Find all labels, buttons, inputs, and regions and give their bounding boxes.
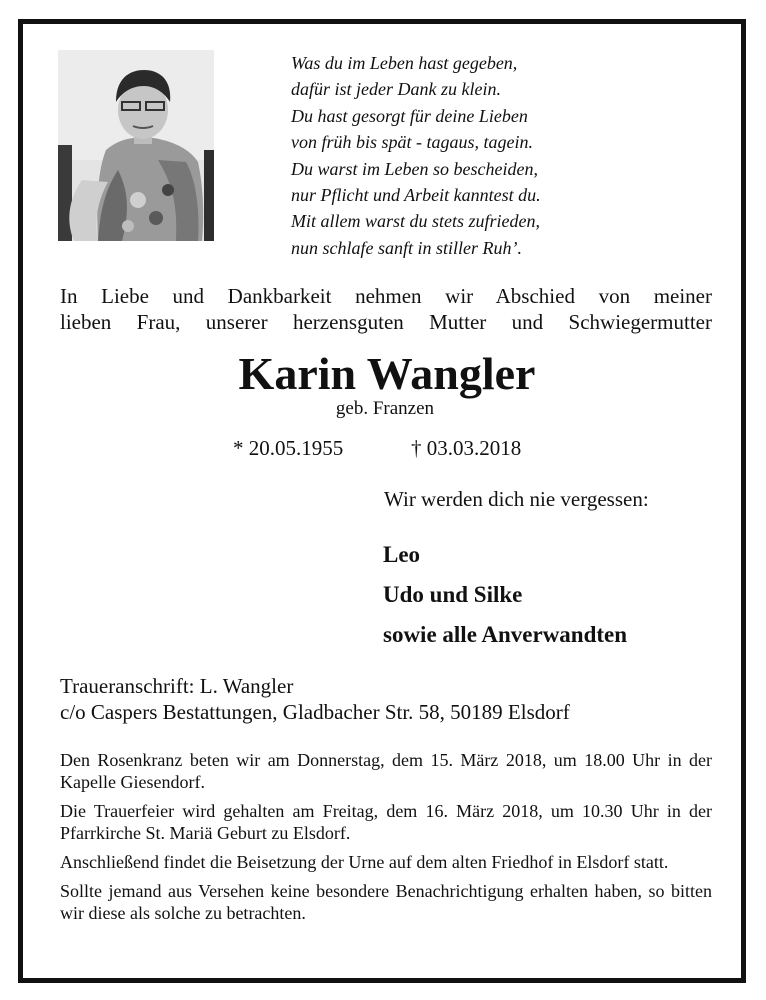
poem-line: nun schlafe sanft in stiller Ruh’. (291, 237, 522, 258)
address-line: c/o Caspers Bestattungen, Gladbacher Str. 58, 50189 Elsdorf (60, 700, 570, 724)
poem (291, 50, 541, 261)
portrait-photo (58, 50, 214, 241)
birth-date: * 20.05.1955 (233, 436, 344, 460)
poem-line: nur Pflicht und Arbeit kanntest du. (291, 185, 541, 206)
poem-line: dafür ist jeder Dank zu klein. (291, 79, 501, 100)
poem-line: Was du im Leben hast gegeben, (291, 53, 518, 73)
intro-line: lieben Frau, unserer herzensguten Mutter und Schwiegermutter (60, 310, 712, 334)
intro-text (60, 283, 712, 335)
mourner: sowie alle Anverwandten (383, 622, 628, 647)
notice-paragraph: Anschließend findet die Beisetzung der Urne auf dem alten Friedhof in Elsdorf statt. (60, 852, 669, 872)
notice-paragraph: Die Trauerfeier wird gehalten am Freitag, dem 16. März 2018, um 10.30 Uhr in der Pfarrkirche St. Mariä Geburt zu Elsdorf. (60, 801, 712, 843)
poem-line: Du warst im Leben so bescheiden, (291, 158, 538, 179)
mourner: Leo (383, 542, 421, 567)
deceased-name: Karin Wangler (238, 348, 536, 399)
mourning-address (60, 673, 570, 725)
address-line: Traueranschrift: L. Wangler (60, 674, 294, 698)
service-notices (60, 749, 712, 931)
death-date: † 03.03.2018 (411, 436, 522, 460)
intro-line: In Liebe und Dankbarkeit nehmen wir Abschied von meiner (60, 284, 712, 308)
poem-line: von früh bis spät - tagaus, tagein. (291, 132, 533, 153)
mourner: Udo und Silke (383, 582, 523, 607)
birth-name: geb. Franzen (335, 398, 435, 419)
notice-paragraph: Sollte jemand aus Versehen keine besondere Benachrichtigung erhalten haben, so bitten wir diese als solche zu betrachten. (60, 881, 712, 923)
mourners-list (383, 535, 627, 655)
poem-line: Du hast gesorgt für deine Lieben (291, 105, 528, 126)
remembrance-line: Wir werden dich nie vergessen: (384, 487, 649, 511)
notice-paragraph: Den Rosenkranz beten wir am Donnerstag, dem 15. März 2018, um 18.00 Uhr in der Kapelle Giesendorf. (60, 750, 712, 792)
poem-line: Mit allem warst du stets zufrieden, (291, 211, 540, 232)
